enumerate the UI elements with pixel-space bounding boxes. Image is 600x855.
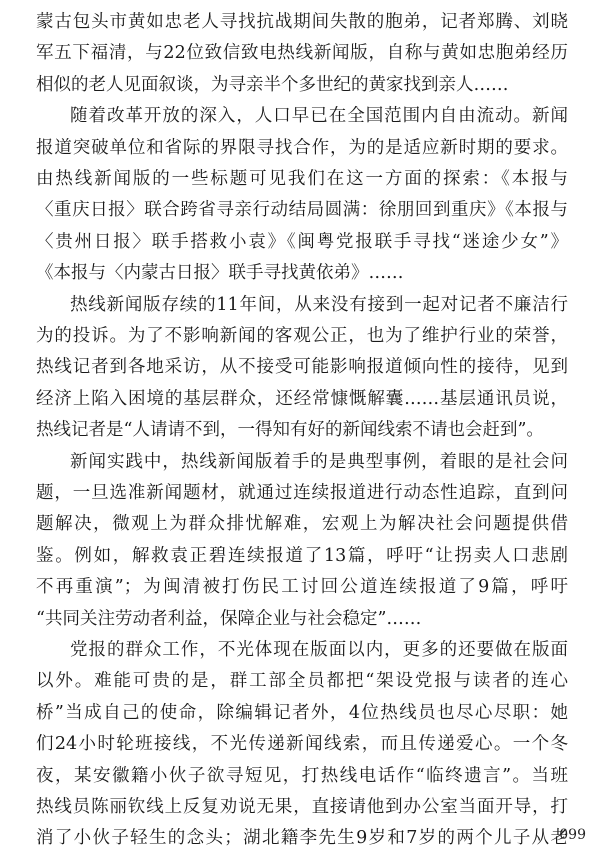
text-line: 〈重庆日报〉联合跨省寻亲行动结局圆满：徐朋回到重庆》《本报与 (36, 200, 568, 221)
text-line: 由热线新闻版的一些标题可见我们在这一方面的探索：《本报与 (36, 169, 568, 189)
text-line: 不再重演”；为闽清被打伤民工讨回公道连续报道了9篇，呼吁 (36, 577, 568, 598)
text-line: 夜，某安徽籍小伙子欲寻短见，打热线电话作“临终遗言”。当班 (36, 765, 568, 786)
text-line: 以外。难能可贵的是，群工部全员都把“架设党报与读者的连心 (36, 671, 568, 692)
text-line: 为的投诉。为了不影响新闻的客观公正，也为了维护行业的荣誉， (36, 326, 568, 346)
text-line: 热线记者是“人请请不到，一得知有好的新闻线索不请也会赶到”。 (36, 420, 544, 441)
text-line: 桥”当成自己的使命，除编辑记者外，4位热线员也尽心尽职：她 (36, 702, 568, 723)
text-line: 经济上陷入困境的基层群众，还经常慷慨解囊……基层通讯员说， (36, 388, 568, 409)
page-number: 099 (559, 827, 586, 843)
text-line: 消了小伙子轻生的念头；湖北籍李先生9岁和7岁的两个儿子从老 (36, 828, 568, 849)
text-line: 热线记者到各地采访，从不接受可能影响报道倾向性的接待，见到 (36, 357, 568, 378)
text-line: 题，一旦选准新闻题材，就通过连续报道进行动态性追踪，直到问 (36, 483, 568, 503)
text-line: 热线员陈丽钦线上反复劝说无果，直接请他到办公室当面开导，打 (36, 797, 568, 817)
text-line: 《本报与〈内蒙古日报〉联手寻找黄依弟》…… (36, 263, 404, 284)
text-line: 们24小时轮班接线，不光传递新闻线索，而且传递爱心。一个冬 (36, 734, 568, 755)
text-line: 军五下福清，与22位致信致电热线新闻版，自称与黄如忠胞弟经历 (36, 43, 568, 64)
text-line: 新闻实践中，热线新闻版着手的是典型事例，着眼的是社会问 (70, 451, 568, 472)
text-line: 蒙古包头市黄如忠老人寻找抗战期间失散的胞弟，记者郑腾、刘晓 (36, 12, 568, 32)
text-line: 鉴。例如，解救袁正碧连续报道了13篇，呼吁“让拐卖人口悲剧 (36, 545, 568, 566)
text-line: 随着改革开放的深入，人口早已在全国范围内自由流动。新闻 (70, 106, 568, 127)
text-line: 题解决，微观上为群众排忧解难，宏观上为解决社会问题提供借 (36, 514, 568, 535)
text-line: 相似的老人见面叙谈，为寻亲半个多世纪的黄家找到亲人…… (36, 74, 509, 95)
text-line: 〈贵州日报〉联手搭救小袁》《闽粤党报联手寻找“迷途少女”》 (36, 231, 568, 252)
text-line: 报道突破单位和省际的界限寻找合作，为的是适应新时期的要求。 (36, 137, 568, 158)
text-line: 党报的群众工作，不光体现在版面以内，更多的还要做在版面 (70, 640, 568, 660)
text-line: “共同关注劳动者利益，保障企业与社会稳定”…… (36, 608, 422, 629)
text-line: 热线新闻版存续的11年间，从来没有接到一起对记者不廉洁行 (70, 294, 568, 315)
